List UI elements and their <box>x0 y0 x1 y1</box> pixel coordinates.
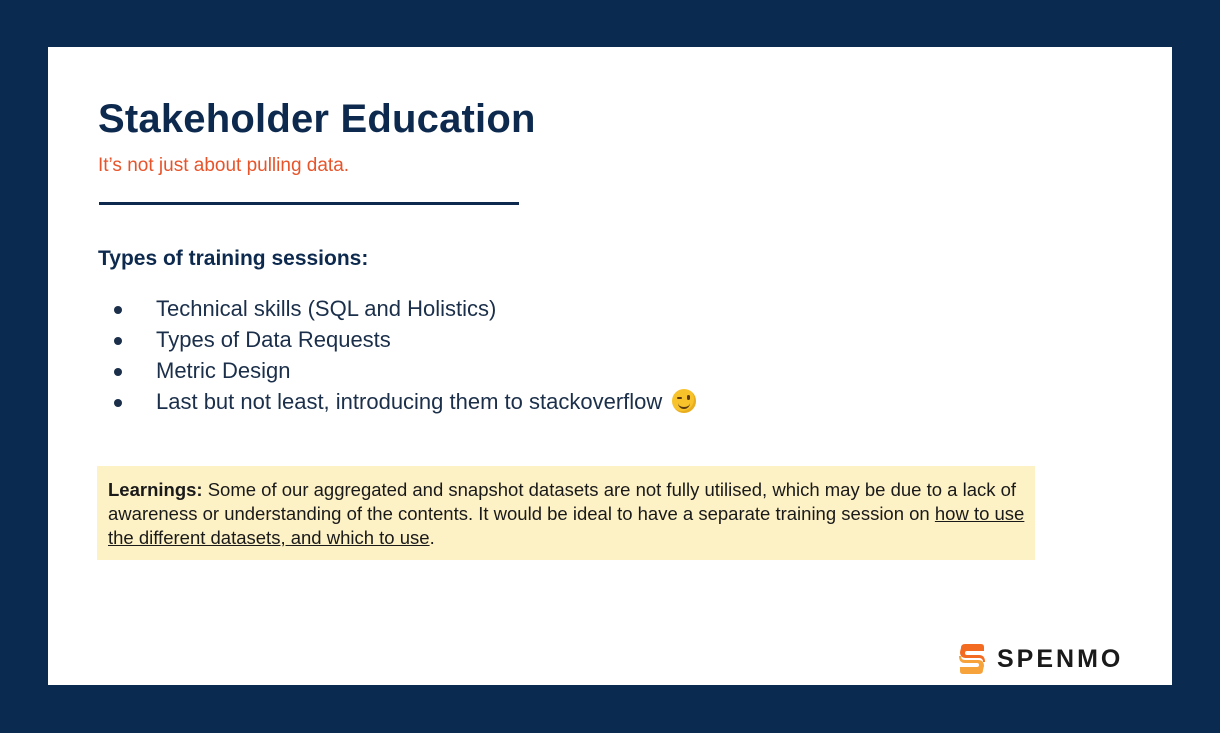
learnings-end: . <box>429 527 435 548</box>
list-item <box>114 386 696 417</box>
list-item <box>114 355 696 386</box>
list-item <box>114 293 696 324</box>
bullet-dot-icon <box>114 306 122 314</box>
title-divider <box>99 202 519 205</box>
slide <box>48 47 1172 685</box>
slide-subtitle: It’s not just about pulling data. <box>98 155 350 176</box>
winking-face-icon <box>672 389 696 413</box>
section-heading: Types of training sessions: <box>98 247 369 270</box>
list-item-text: Last but not least, introducing them to stackoverflow <box>156 389 663 414</box>
bullet-dot-icon <box>114 399 122 407</box>
spenmo-s-logo-icon <box>957 642 987 676</box>
learnings-link[interactable]: how to use the different datasets, and which to use <box>108 503 1025 548</box>
learnings-label: Learnings: <box>108 479 203 500</box>
spenmo-logo <box>957 641 1123 677</box>
learnings-text: Some of our aggregated and snapshot datasets are not fully utilised, which may be due to a lack of awareness or understanding of the contents. It would be ideal to have a separate training session on <box>108 479 1017 524</box>
list-item-text: Metric Design <box>156 358 291 383</box>
logo-text: SPENMO <box>997 644 1124 673</box>
list-item <box>114 324 696 355</box>
slide-title: Stakeholder Education <box>98 97 536 141</box>
training-sessions-list <box>114 293 696 417</box>
list-item-text: Technical skills (SQL and Holistics) <box>156 296 497 321</box>
bullet-dot-icon <box>114 337 122 345</box>
bullet-dot-icon <box>114 368 122 376</box>
learnings-callout <box>97 466 1035 560</box>
list-item-text: Types of Data Requests <box>156 327 391 352</box>
